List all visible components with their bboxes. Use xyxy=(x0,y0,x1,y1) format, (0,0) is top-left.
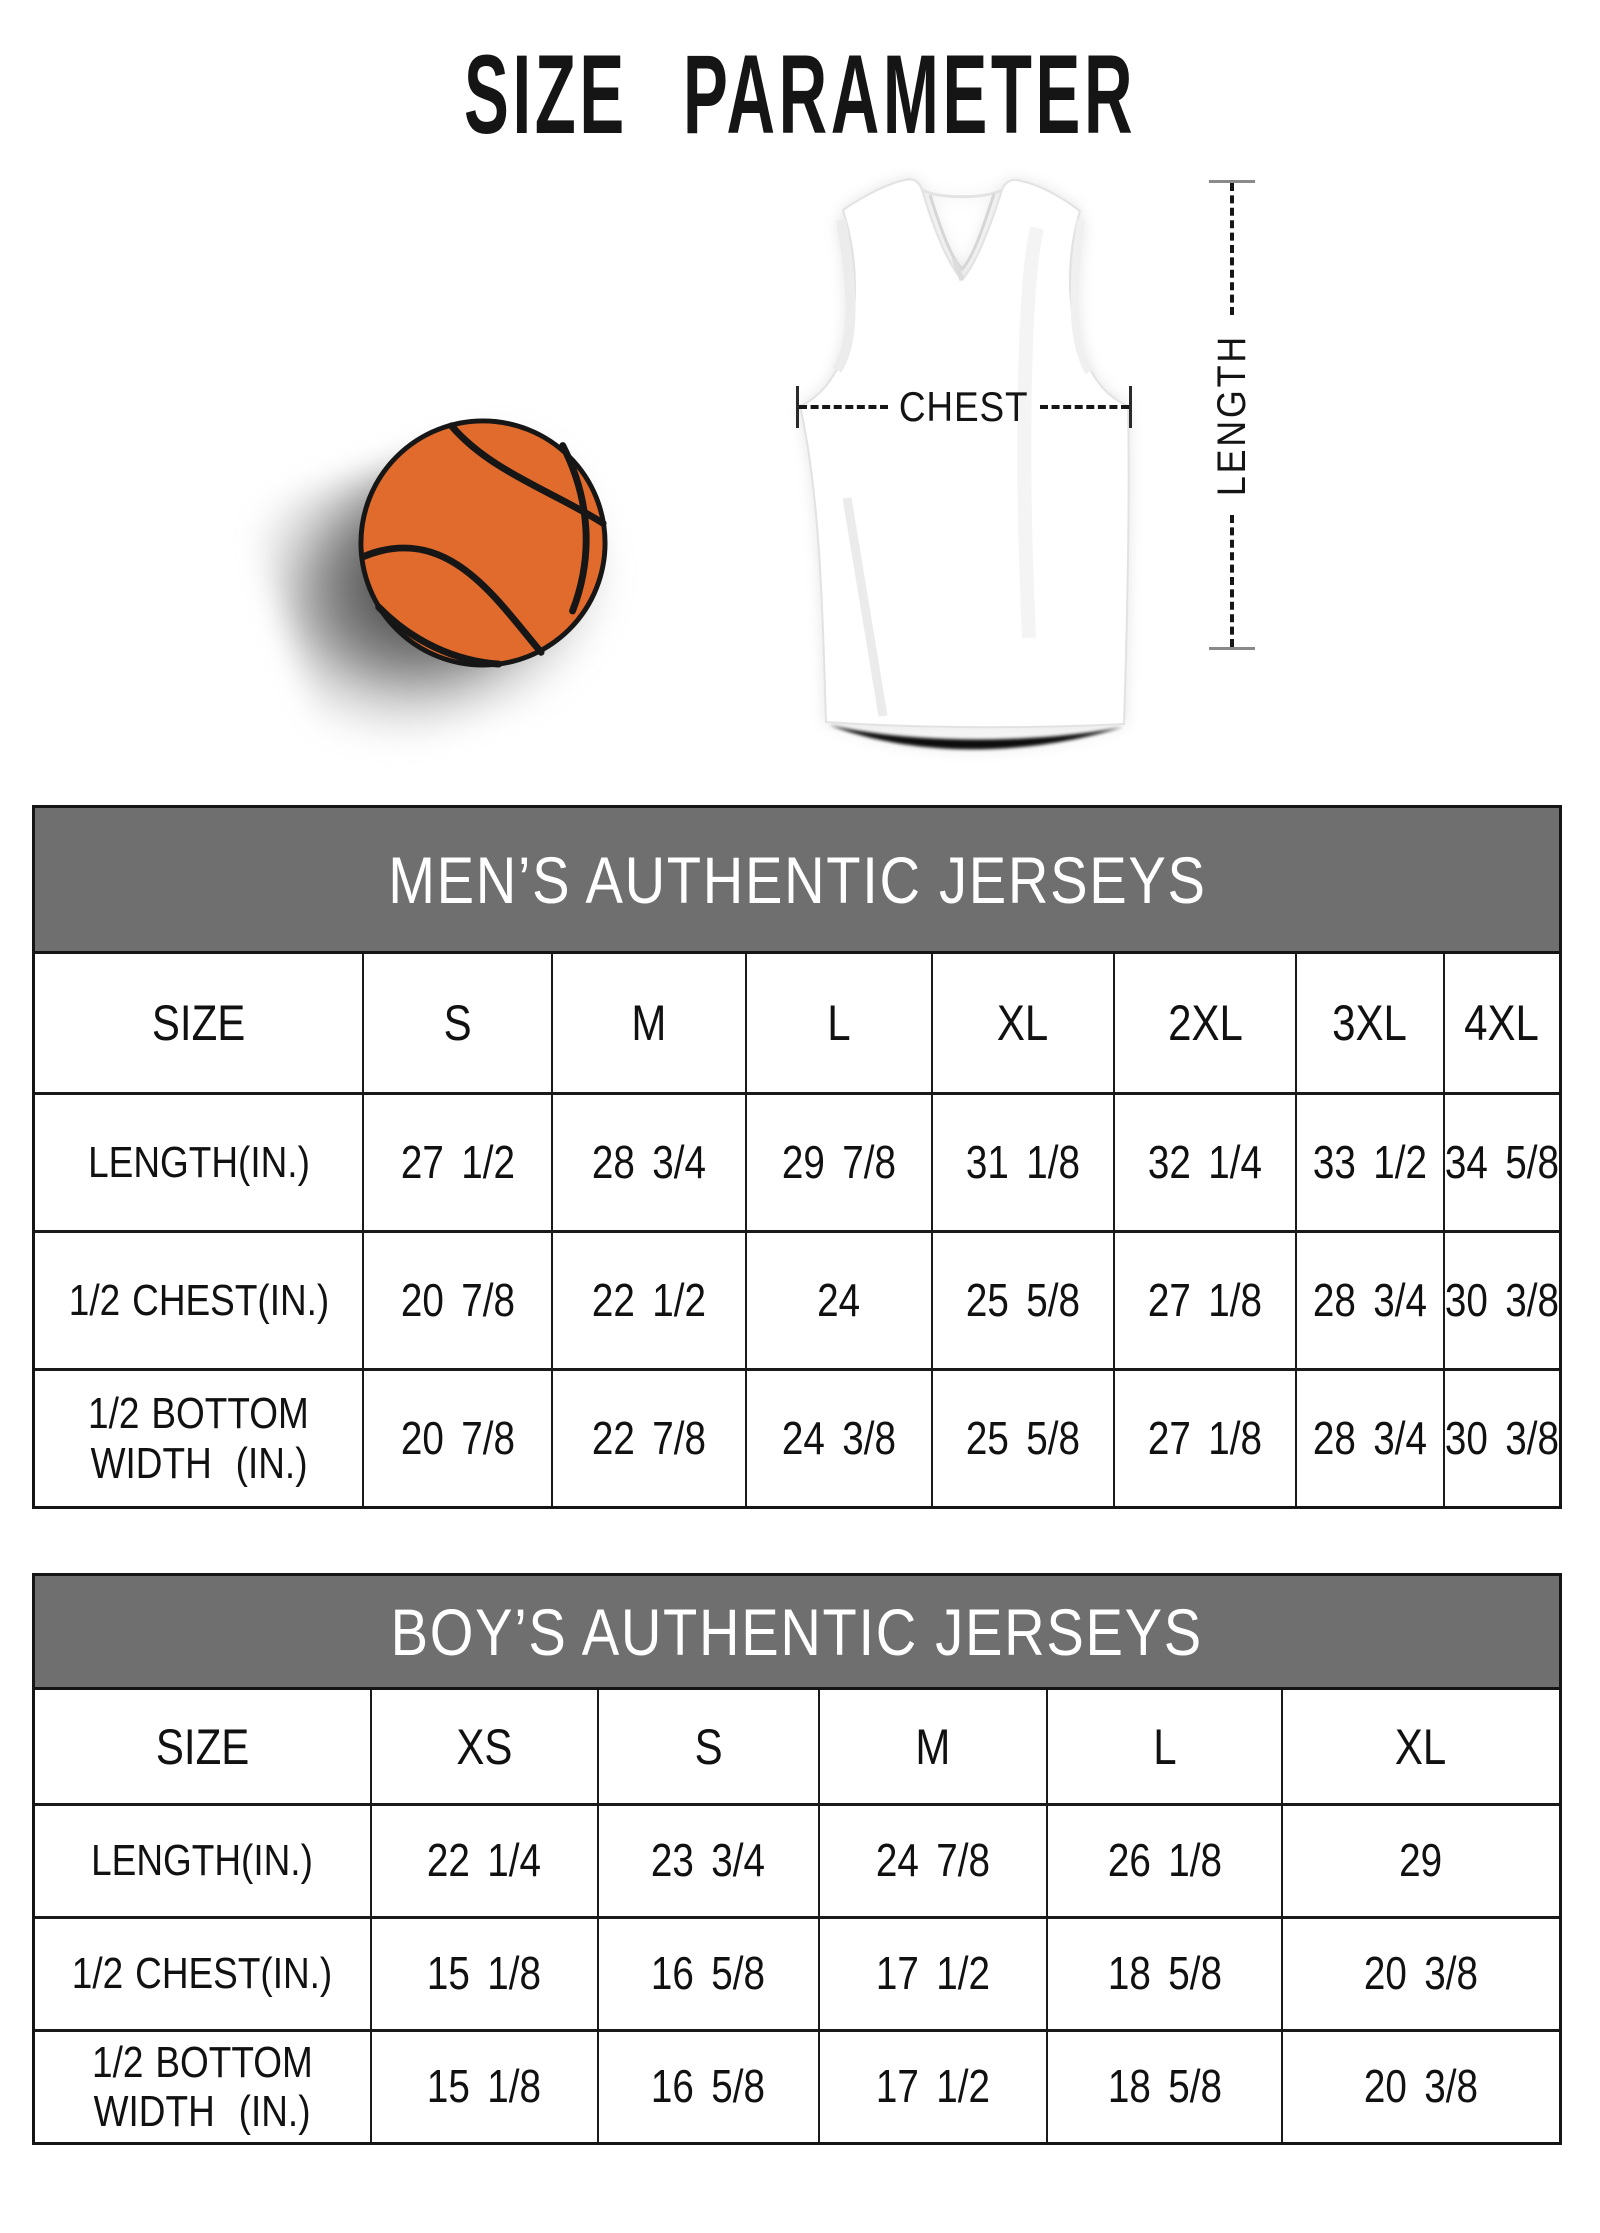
value-cell xyxy=(820,1919,1049,2029)
value-cell xyxy=(372,1806,599,1916)
cell-text: 30 3/8 xyxy=(1444,1273,1559,1326)
page-title xyxy=(0,30,1600,159)
cell-text: M xyxy=(915,1718,951,1775)
cell-text: 22 7/8 xyxy=(591,1411,706,1464)
cell-text: 32 1/4 xyxy=(1148,1135,1263,1188)
size-column-cell xyxy=(1297,954,1445,1092)
value-cell xyxy=(747,1233,933,1368)
value-cell xyxy=(1048,1919,1283,2029)
row-label-cell xyxy=(35,1233,364,1368)
value-cell xyxy=(933,1095,1116,1230)
cell-text: LENGTH(IN.) xyxy=(91,1836,314,1886)
size-column-cell xyxy=(372,1690,599,1803)
cell-text: 27 1/8 xyxy=(1148,1411,1263,1464)
table-row xyxy=(35,1092,1559,1230)
cell-text: SIZE xyxy=(151,995,246,1051)
cell-text: 25 5/8 xyxy=(965,1273,1081,1326)
cell-text: 1/2 CHEST(IN.) xyxy=(72,1949,333,1999)
cell-text: S xyxy=(443,995,472,1051)
size-column-cell xyxy=(599,1690,820,1803)
value-cell xyxy=(553,1371,747,1506)
cell-text: 22 1/2 xyxy=(591,1273,706,1326)
size-column-cell xyxy=(553,954,747,1092)
cell-text: 1/2 BOTTOM xyxy=(92,2037,313,2087)
table-row xyxy=(35,2029,1559,2142)
chest-label: CHEST xyxy=(899,383,1029,430)
value-cell xyxy=(1283,2032,1559,2142)
cell-text: LENGTH(IN.) xyxy=(87,1137,310,1187)
cell-text: 20 3/8 xyxy=(1363,2060,1479,2113)
cell-text: 31 1/8 xyxy=(965,1135,1081,1188)
length-measurement-line xyxy=(1206,180,1258,650)
value-cell xyxy=(933,1233,1116,1368)
table-row xyxy=(35,1803,1559,1916)
chest-line-dash-left xyxy=(799,405,888,409)
value-cell xyxy=(1115,1233,1296,1368)
cell-text: 1/2 CHEST(IN.) xyxy=(68,1275,329,1325)
chest-measurement-line xyxy=(796,384,1132,430)
value-cell xyxy=(599,1806,820,1916)
value-cell xyxy=(1283,1919,1559,2029)
page-title-text: SIZE PARAMETER xyxy=(463,32,1137,157)
table-title: MEN’S AUTHENTIC JERSEYS xyxy=(387,842,1207,917)
cell-text: 18 5/8 xyxy=(1107,2060,1222,2113)
cell-text: 24 xyxy=(817,1273,861,1326)
cell-text: 30 3/8 xyxy=(1444,1411,1559,1464)
value-cell xyxy=(364,1095,553,1230)
value-cell xyxy=(372,1919,599,2029)
cell-text: XS xyxy=(456,1718,513,1775)
length-line-dash-bottom xyxy=(1230,515,1234,647)
cell-text: 27 1/2 xyxy=(400,1135,515,1188)
value-cell xyxy=(747,1095,933,1230)
cell-text: 28 3/4 xyxy=(591,1135,706,1188)
cell-text: 26 1/8 xyxy=(1107,1834,1222,1887)
size-column-cell xyxy=(1048,1690,1283,1803)
table-title: BOY’S AUTHENTIC JERSEYS xyxy=(390,1594,1204,1669)
cell-text: 29 xyxy=(1399,1834,1443,1887)
value-cell xyxy=(364,1233,553,1368)
size-header-cell xyxy=(35,954,364,1092)
size-column-cell xyxy=(1283,1690,1559,1803)
cell-text: XL xyxy=(1395,1718,1447,1775)
cell-text: 17 1/2 xyxy=(876,1947,991,2000)
cell-text: WIDTH (IN.) xyxy=(90,1438,308,1488)
cell-text: 16 5/8 xyxy=(651,1947,766,2000)
table-row xyxy=(35,1916,1559,2029)
value-cell xyxy=(364,1371,553,1506)
cell-text: 22 1/4 xyxy=(427,1834,542,1887)
cell-text: 34 5/8 xyxy=(1444,1135,1559,1188)
cell-text: 15 1/8 xyxy=(427,1947,542,2000)
cell-text: M xyxy=(631,995,667,1051)
value-cell xyxy=(747,1371,933,1506)
cell-text: 18 5/8 xyxy=(1107,1947,1222,2000)
value-cell xyxy=(599,1919,820,2029)
value-cell xyxy=(1297,1233,1445,1368)
value-cell xyxy=(599,2032,820,2142)
chest-line-right-cap xyxy=(1129,386,1132,428)
value-cell xyxy=(1048,1806,1283,1916)
cell-text: 4XL xyxy=(1464,995,1540,1051)
cell-text: 15 1/8 xyxy=(427,2060,542,2113)
row-label-cell xyxy=(35,1371,364,1506)
value-cell xyxy=(1283,1806,1559,1916)
cell-text: 24 7/8 xyxy=(876,1834,991,1887)
row-label-cell xyxy=(35,2032,372,2142)
size-column-cell xyxy=(933,954,1116,1092)
table-row xyxy=(35,1230,1559,1368)
length-line-bottom-cap xyxy=(1209,647,1255,650)
cell-text: SIZE xyxy=(155,1718,250,1775)
mens-size-table xyxy=(32,805,1562,1509)
size-column-cell xyxy=(820,1690,1049,1803)
cell-text: L xyxy=(1153,1718,1177,1775)
cell-text: 3XL xyxy=(1332,995,1408,1051)
cell-text: 16 5/8 xyxy=(651,2060,766,2113)
basketball-icon xyxy=(357,417,609,669)
chest-line-dash-right xyxy=(1040,405,1129,409)
cell-text: 1/2 BOTTOM xyxy=(88,1389,309,1439)
length-label: LENGTH xyxy=(1209,333,1254,497)
value-cell xyxy=(372,2032,599,2142)
value-cell xyxy=(933,1371,1116,1506)
row-label-cell xyxy=(35,1095,364,1230)
cell-text: 29 7/8 xyxy=(781,1135,896,1188)
cell-text: 25 5/8 xyxy=(965,1411,1081,1464)
cell-text: 20 7/8 xyxy=(400,1273,515,1326)
boys-size-table xyxy=(32,1573,1562,2145)
cell-text: WIDTH (IN.) xyxy=(93,2087,311,2136)
size-column-cell xyxy=(1115,954,1296,1092)
size-header-row xyxy=(35,954,1559,1092)
table-row xyxy=(35,1368,1559,1506)
value-cell xyxy=(1048,2032,1283,2142)
cell-text: 28 3/4 xyxy=(1312,1273,1427,1326)
cell-text: 24 3/8 xyxy=(781,1411,896,1464)
cell-text: 2XL xyxy=(1167,995,1243,1051)
jersey-icon xyxy=(793,168,1133,760)
size-header-cell xyxy=(35,1690,372,1803)
value-cell xyxy=(1297,1371,1445,1506)
size-column-cell xyxy=(747,954,933,1092)
cell-text: 20 3/8 xyxy=(1363,1947,1479,2000)
cell-text: 33 1/2 xyxy=(1312,1135,1427,1188)
cell-text: 23 3/4 xyxy=(651,1834,766,1887)
value-cell xyxy=(820,1806,1049,1916)
value-cell xyxy=(1445,1371,1559,1506)
value-cell xyxy=(1297,1095,1445,1230)
value-cell xyxy=(820,2032,1049,2142)
cell-text: L xyxy=(826,995,851,1051)
size-column-cell xyxy=(364,954,553,1092)
value-cell xyxy=(553,1233,747,1368)
value-cell xyxy=(1445,1233,1559,1368)
row-label-cell xyxy=(35,1806,372,1916)
length-line-dash-top xyxy=(1230,183,1234,315)
cell-text: 28 3/4 xyxy=(1312,1411,1427,1464)
cell-text: 17 1/2 xyxy=(876,2060,991,2113)
value-cell xyxy=(1115,1095,1296,1230)
cell-text: XL xyxy=(997,995,1049,1051)
cell-text: 27 1/8 xyxy=(1148,1273,1263,1326)
size-header-row xyxy=(35,1690,1559,1803)
value-cell xyxy=(553,1095,747,1230)
value-cell xyxy=(1115,1371,1296,1506)
table-title-band xyxy=(35,1576,1559,1690)
size-column-cell xyxy=(1445,954,1559,1092)
value-cell xyxy=(1445,1095,1559,1230)
table-title-band xyxy=(35,808,1559,954)
row-label-cell xyxy=(35,1919,372,2029)
cell-text: S xyxy=(694,1718,723,1775)
cell-text: 20 7/8 xyxy=(400,1411,515,1464)
